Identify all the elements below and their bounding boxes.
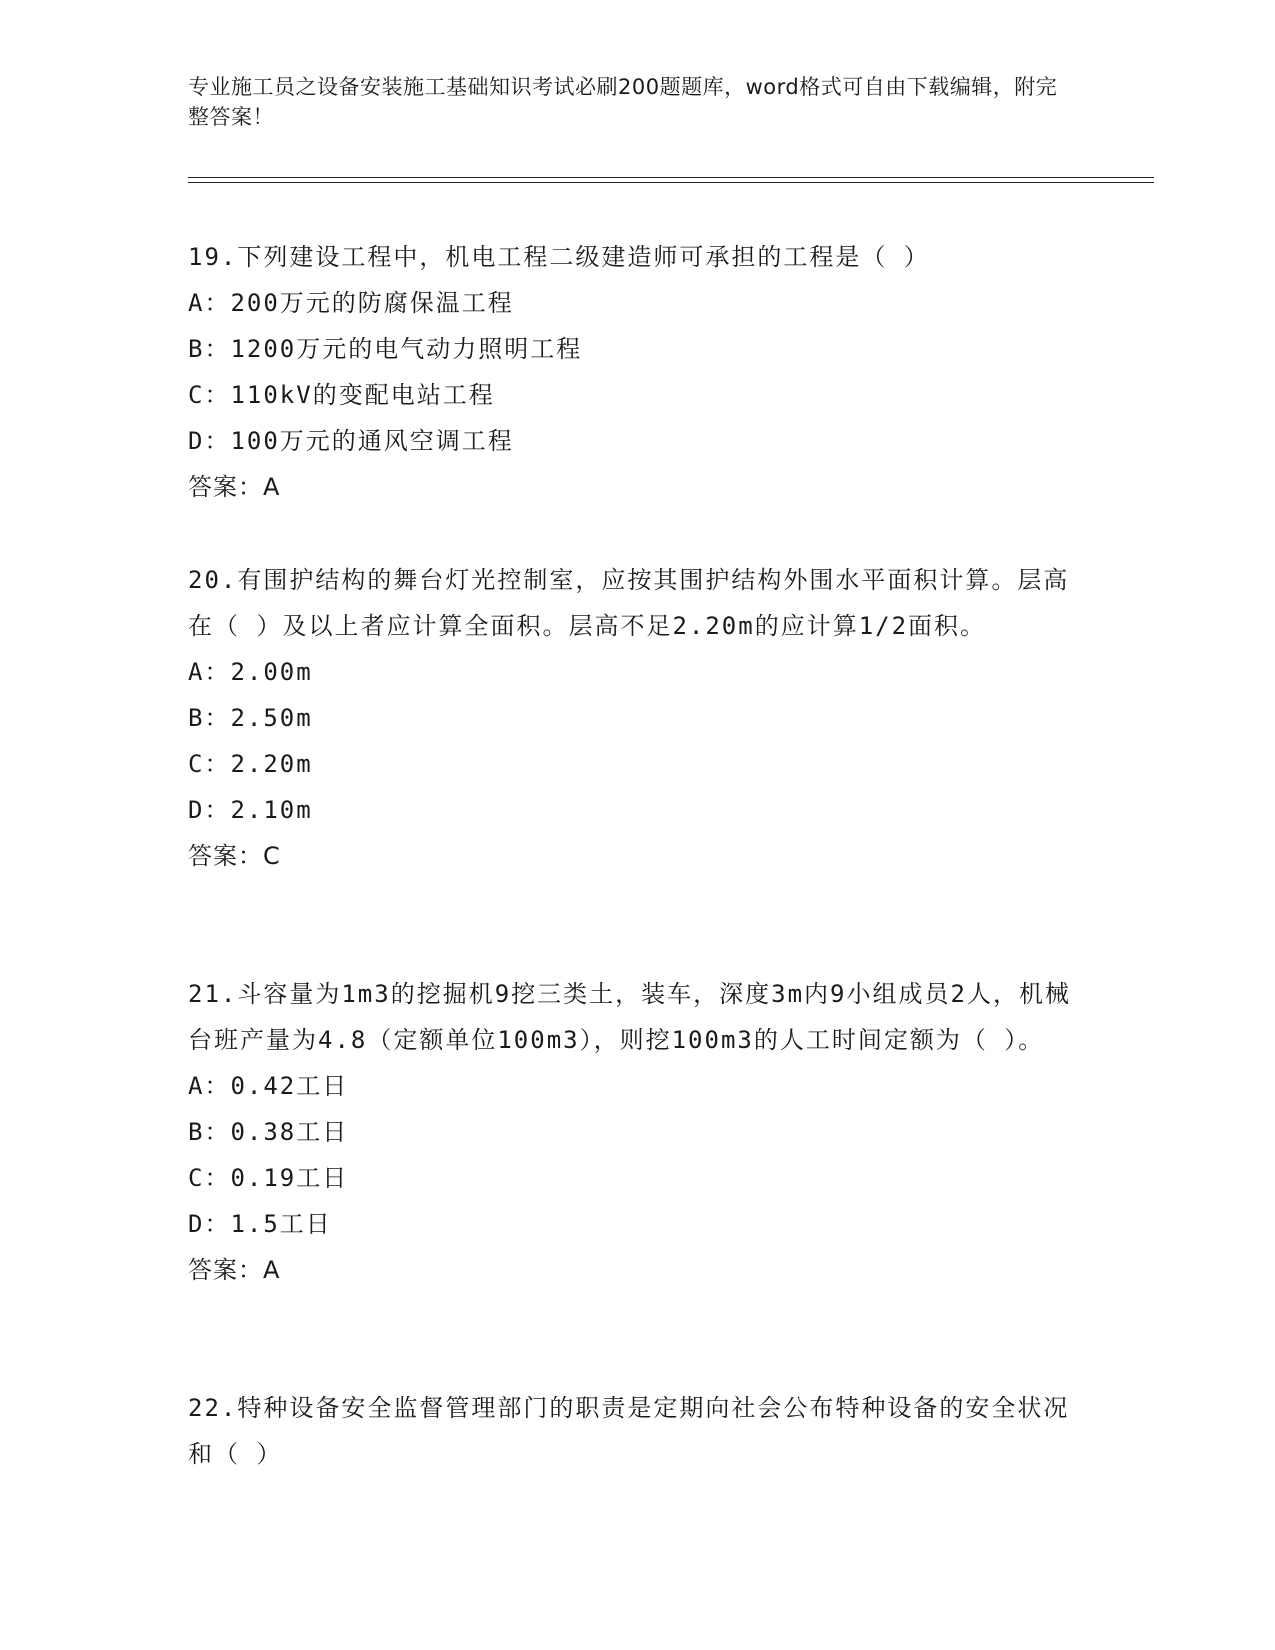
option-b: B：1200万元的电气动力照明工程 [188,335,583,363]
answer: 答案：A [188,1256,281,1284]
question-19 [188,234,1078,510]
question-22 [188,1385,1078,1477]
option-c: C：2.20m [188,750,313,778]
question-stem: 19.下列建设工程中，机电工程二级建造师可承担的工程是（ ） [188,243,930,271]
option-d: D：100万元的通风空调工程 [188,427,514,455]
option-c: C：110kV的变配电站工程 [188,381,495,409]
question-stem: 20.有围护结构的舞台灯光控制室，应按其围护结构外围水平面积计算。层高在（ ）及以上者应计算全面积。层高不足2.20m的应计算1/2面积。 [188,566,1070,640]
option-c: C：0.19工日 [188,1164,349,1192]
option-a: A：0.42工日 [188,1072,349,1100]
option-a: A：200万元的防腐保温工程 [188,289,514,317]
option-b: B：2.50m [188,704,313,732]
document-header: 专业施工员之设备安装施工基础知识考试必刷200题题库，word格式可自由下载编辑，附完整答案！ [188,75,1058,129]
option-d: D：1.5工日 [188,1210,332,1238]
question-21 [188,971,1078,1293]
option-d: D：2.10m [188,796,313,824]
question-stem: 22.特种设备安全监督管理部门的职责是定期向社会公布特种设备的安全状况和（ ） [188,1394,1070,1468]
option-a: A：2.00m [188,658,313,686]
answer: 答案：A [188,473,281,501]
option-b: B：0.38工日 [188,1118,349,1146]
header-divider-top [188,177,1154,178]
answer: 答案：C [188,842,281,870]
question-20 [188,557,1078,879]
header-divider-bottom [188,182,1154,183]
question-stem: 21.斗容量为1m3的挖掘机9挖三类土，装车，深度3m内9小组成员2人，机械台班产量为4.8（定额单位100m3），则挖100m3的人工时间定额为（ ）。 [188,980,1071,1054]
